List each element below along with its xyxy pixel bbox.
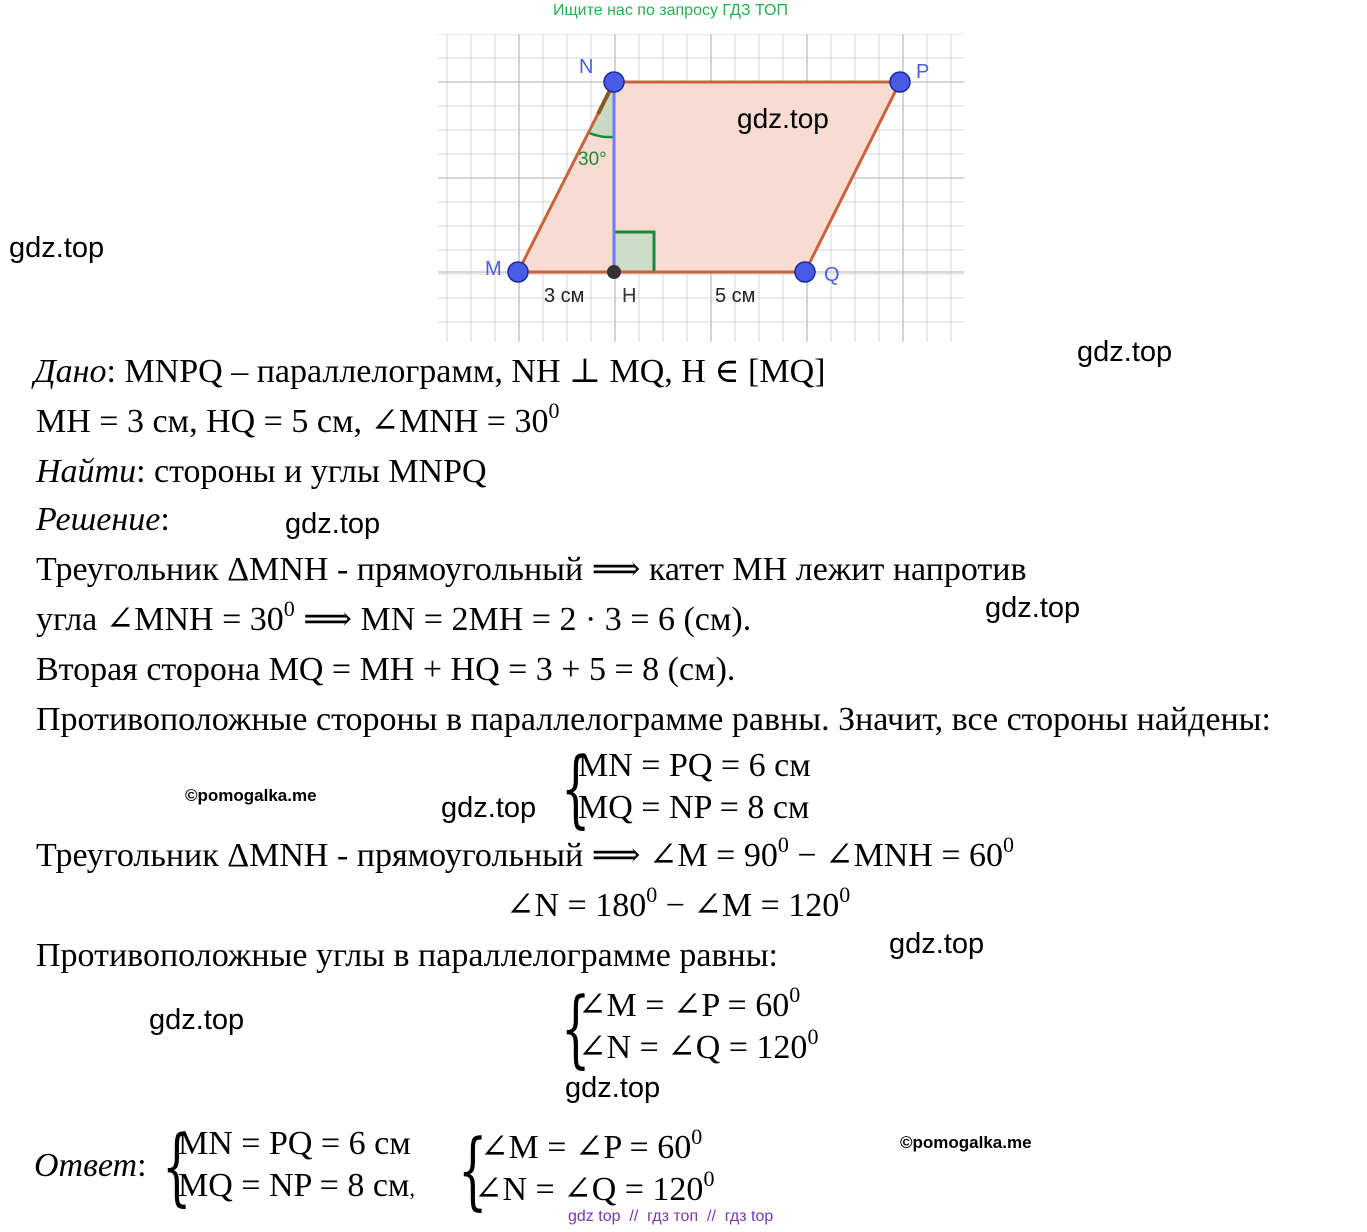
step-7: Противоположные углы в параллелограмме равны: [36, 937, 779, 974]
answer-sides-1: MN = PQ = 6 см [178, 1125, 411, 1162]
segment-mh-label: 3 см [544, 285, 585, 307]
answer-angles-1: ∠M = ∠P = $60^0$ [480, 1124, 703, 1166]
label-n: N [579, 56, 594, 78]
parallelogram-figure [438, 34, 964, 342]
point-n [604, 72, 624, 92]
label-m: M [485, 258, 502, 280]
point-p [890, 72, 910, 92]
footer-links[interactable]: gdz top // гдз топ // гдз top [568, 1208, 774, 1225]
find-text: : стороны и углы MNPQ [136, 453, 487, 490]
solution-line: Решение: [36, 501, 170, 538]
copyright: ©pomogalka.me [185, 786, 317, 805]
find-label: Найти [36, 453, 137, 490]
step-6: ∠N = $180^0$ − ∠M = $120^0$ [506, 882, 851, 924]
system-angles-1: ∠M = ∠P = $60^0$ [578, 982, 801, 1024]
brace: { [561, 979, 591, 1077]
step-1: Треугольник ΔMNH - прямоугольный ⟹ катет MH лежит напротив [36, 551, 1027, 588]
given-line-1 [34, 352, 825, 392]
find-line [36, 452, 487, 492]
watermark: gdz.top [985, 592, 1081, 624]
angle-label: 30° [578, 149, 607, 170]
point-m [508, 262, 528, 282]
watermark: gdz.top [285, 508, 381, 540]
step-2: угла ∠MNH = $30^0$ ⟹ MN = 2MH = 2 · 3 = 6 (см). [36, 596, 752, 638]
segment-hq-label: 5 см [715, 285, 756, 307]
system-angles-2: ∠N = ∠Q = $120^0$ [578, 1024, 819, 1066]
brace: { [458, 1121, 488, 1219]
answer-sides-2: MQ = NP = 8 см, [178, 1167, 415, 1204]
step-4: Противоположные стороны в параллелограмме равны. Значит, все стороны найдены: [36, 701, 1271, 738]
answer-angles-2: ∠N = ∠Q = $120^0$ [474, 1166, 715, 1208]
answer-label: Ответ [34, 1147, 138, 1184]
right-angle-mark [614, 232, 654, 272]
answer-label-line: Ответ: [34, 1147, 147, 1184]
system-sides-1: MN = PQ = 6 см [578, 747, 811, 784]
watermark: gdz.top [149, 1004, 245, 1036]
label-h: H [622, 285, 637, 307]
parallelogram-fill [518, 82, 900, 272]
given-text-2: MH = 3 см, HQ = 5 см, ∠MNH = 30 [36, 403, 549, 440]
given-line-2 [36, 398, 560, 442]
step-3: Вторая сторона MQ = MH + HQ = 3 + 5 = 8 (см). [36, 651, 736, 688]
watermark: gdz.top [1077, 336, 1173, 368]
watermark: gdz.top [9, 232, 105, 264]
watermark: gdz.top [889, 928, 985, 960]
system-sides-2: MQ = NP = 8 см [578, 789, 810, 826]
figure-watermark: gdz.top [737, 103, 829, 134]
copyright: ©pomogalka.me [900, 1133, 1032, 1152]
watermark: gdz.top [565, 1072, 661, 1104]
point-h [607, 265, 621, 279]
given-text-1: : MNPQ – параллелограмм, NH ⊥ MQ, H ∈ [MQ] [106, 353, 826, 390]
brace: { [561, 739, 591, 837]
point-q [795, 262, 815, 282]
label-p: P [916, 61, 930, 83]
search-hint-link[interactable]: Ищите нас по запросу ГДЗ ТОП [553, 2, 788, 19]
given-label: Дано [34, 353, 107, 390]
watermark: gdz.top [441, 792, 537, 824]
brace: { [162, 1117, 192, 1215]
step-5: Треугольник ΔMNH - прямоугольный ⟹ ∠M = $90^0$ − ∠MNH = $60^0$ [36, 832, 1015, 874]
degree: 0 [548, 398, 560, 423]
solution-label: Решение [36, 501, 161, 538]
label-q: Q [824, 264, 840, 286]
